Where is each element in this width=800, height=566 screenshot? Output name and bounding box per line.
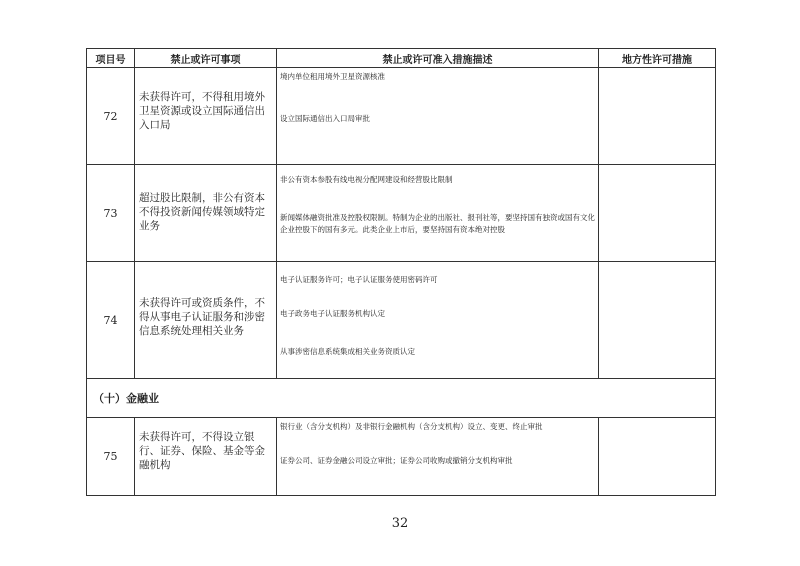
header-measures: 禁止或许可准入措施描述 <box>277 49 599 68</box>
item-text: 未获得许可，不得租用境外卫星资源或设立国际通信出入口局 <box>139 91 265 131</box>
table-row <box>87 165 716 262</box>
measure-line: 新闻媒体融资批准及控股权限制。特制为企业的出版社、报刊社等，要坚持国有独资或国有文化企业控股下的国有多元。此类企业上市后，要坚持国有资本绝对控股 <box>280 213 595 234</box>
measure-line: 银行业（含分支机构）及非银行金融机构（含分支机构）设立、变更、终止审批 <box>280 422 543 431</box>
item-text: 未获得许可或资质条件，不得从事电子认证服务和涉密信息系统处理相关业务 <box>139 297 265 337</box>
table-header-row <box>87 49 716 68</box>
header-item-number: 项目号 <box>87 49 135 68</box>
item-number: 73 <box>87 165 135 262</box>
market-access-table <box>86 48 716 496</box>
item-description <box>135 68 277 165</box>
item-number: 72 <box>87 68 135 165</box>
local-measures-cell <box>599 418 716 496</box>
measures-cell <box>277 262 599 379</box>
item-text: 超过股比限制，非公有资本不得投资新闻传媒领域特定业务 <box>139 192 265 232</box>
item-text: 未获得许可，不得设立银行、证券、保险、基金等金融机构 <box>139 431 265 471</box>
section-row <box>87 379 716 418</box>
local-measures-cell <box>599 68 716 165</box>
item-description <box>135 418 277 496</box>
measure-line: 电子认证服务许可；电子认证服务使用密码许可 <box>280 275 438 284</box>
item-number: 74 <box>87 262 135 379</box>
measures-cell <box>277 165 599 262</box>
measure-line: 非公有资本参股有线电视分配网建设和经营股比限制 <box>280 175 453 184</box>
measure-line: 设立国际通信出入口局审批 <box>280 114 370 123</box>
measure-line: 证券公司、证券金融公司设立审批；证券公司收购或撤销分支机构审批 <box>280 456 513 465</box>
measures-cell <box>277 68 599 165</box>
item-description <box>135 262 277 379</box>
local-measures-cell <box>599 165 716 262</box>
section-title: （十）金融业 <box>87 379 716 418</box>
measure-line: 境内单位租用境外卫星资源核准 <box>280 72 385 81</box>
measure-line: 电子政务电子认证服务机构认定 <box>280 309 385 318</box>
local-measures-cell <box>599 262 716 379</box>
table-row <box>87 262 716 379</box>
item-description <box>135 165 277 262</box>
item-number: 75 <box>87 418 135 496</box>
measures-cell <box>277 418 599 496</box>
table-row <box>87 418 716 496</box>
measure-line: 从事涉密信息系统集成相关业务资质认定 <box>280 347 415 356</box>
page-number: 32 <box>391 516 409 531</box>
header-item: 禁止或许可事项 <box>135 49 277 68</box>
table-row <box>87 68 716 165</box>
header-local-measures: 地方性许可措施 <box>599 49 716 68</box>
